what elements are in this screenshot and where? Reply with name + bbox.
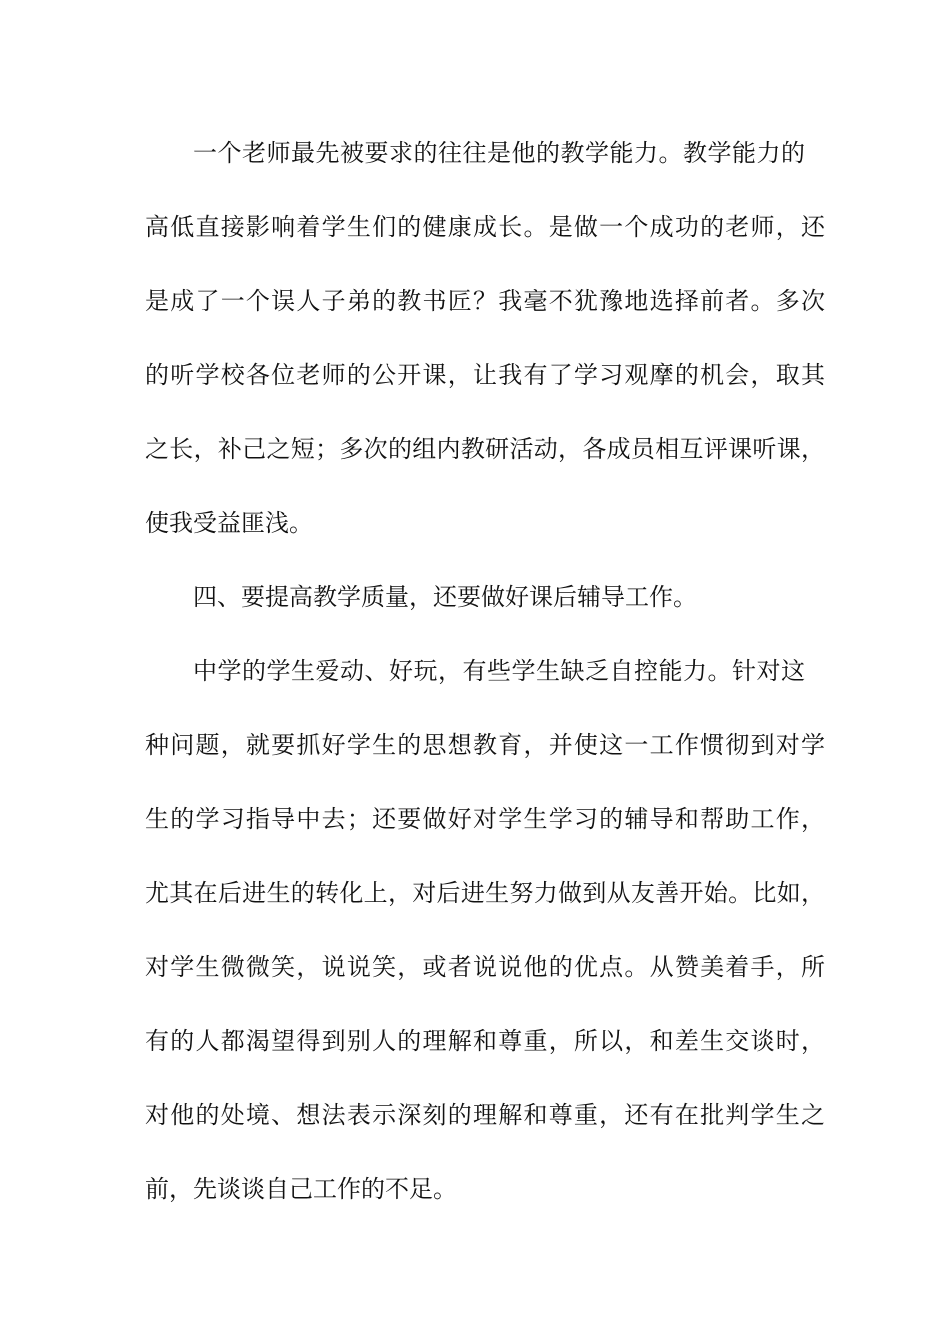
paragraph-line: 之长，补己之短；多次的组内教研活动，各成员相互评课听课， (145, 435, 825, 463)
paragraph-line: 种问题，就要抓好学生的思想教育，并使这一工作惯彻到对学 (145, 731, 825, 759)
paragraph-line: 对他的处境、想法表示深刻的理解和尊重，还有在批判学生之 (145, 1101, 825, 1129)
paragraph-line: 一个老师最先被要求的往往是他的教学能力。教学能力的 (193, 139, 805, 167)
paragraph-line: 生的学习指导中去；还要做好对学生学习的辅导和帮助工作， (145, 805, 825, 833)
paragraph-line: 是成了一个误人子弟的教书匠？我毫不犹豫地选择前者。多次 (145, 287, 825, 315)
paragraph-line: 尤其在后进生的转化上，对后进生努力做到从友善开始。比如， (145, 879, 825, 907)
paragraph-line: 使我受益匪浅。 (145, 509, 313, 537)
paragraph-line: 对学生微微笑，说说笑，或者说说他的优点。从赞美着手，所 (145, 953, 825, 981)
section-heading: 四、要提高教学质量，还要做好课后辅导工作。 (193, 583, 697, 611)
paragraph-line: 有的人都渴望得到别人的理解和尊重，所以，和差生交谈时， (145, 1027, 825, 1055)
paragraph-line: 中学的学生爱动、好玩，有些学生缺乏自控能力。针对这 (193, 657, 805, 685)
paragraph-line: 高低直接影响着学生们的健康成长。是做一个成功的老师，还 (145, 213, 825, 241)
paragraph-line: 的听学校各位老师的公开课，让我有了学习观摩的机会，取其 (145, 361, 825, 389)
paragraph-line: 前，先谈谈自己工作的不足。 (145, 1175, 457, 1203)
